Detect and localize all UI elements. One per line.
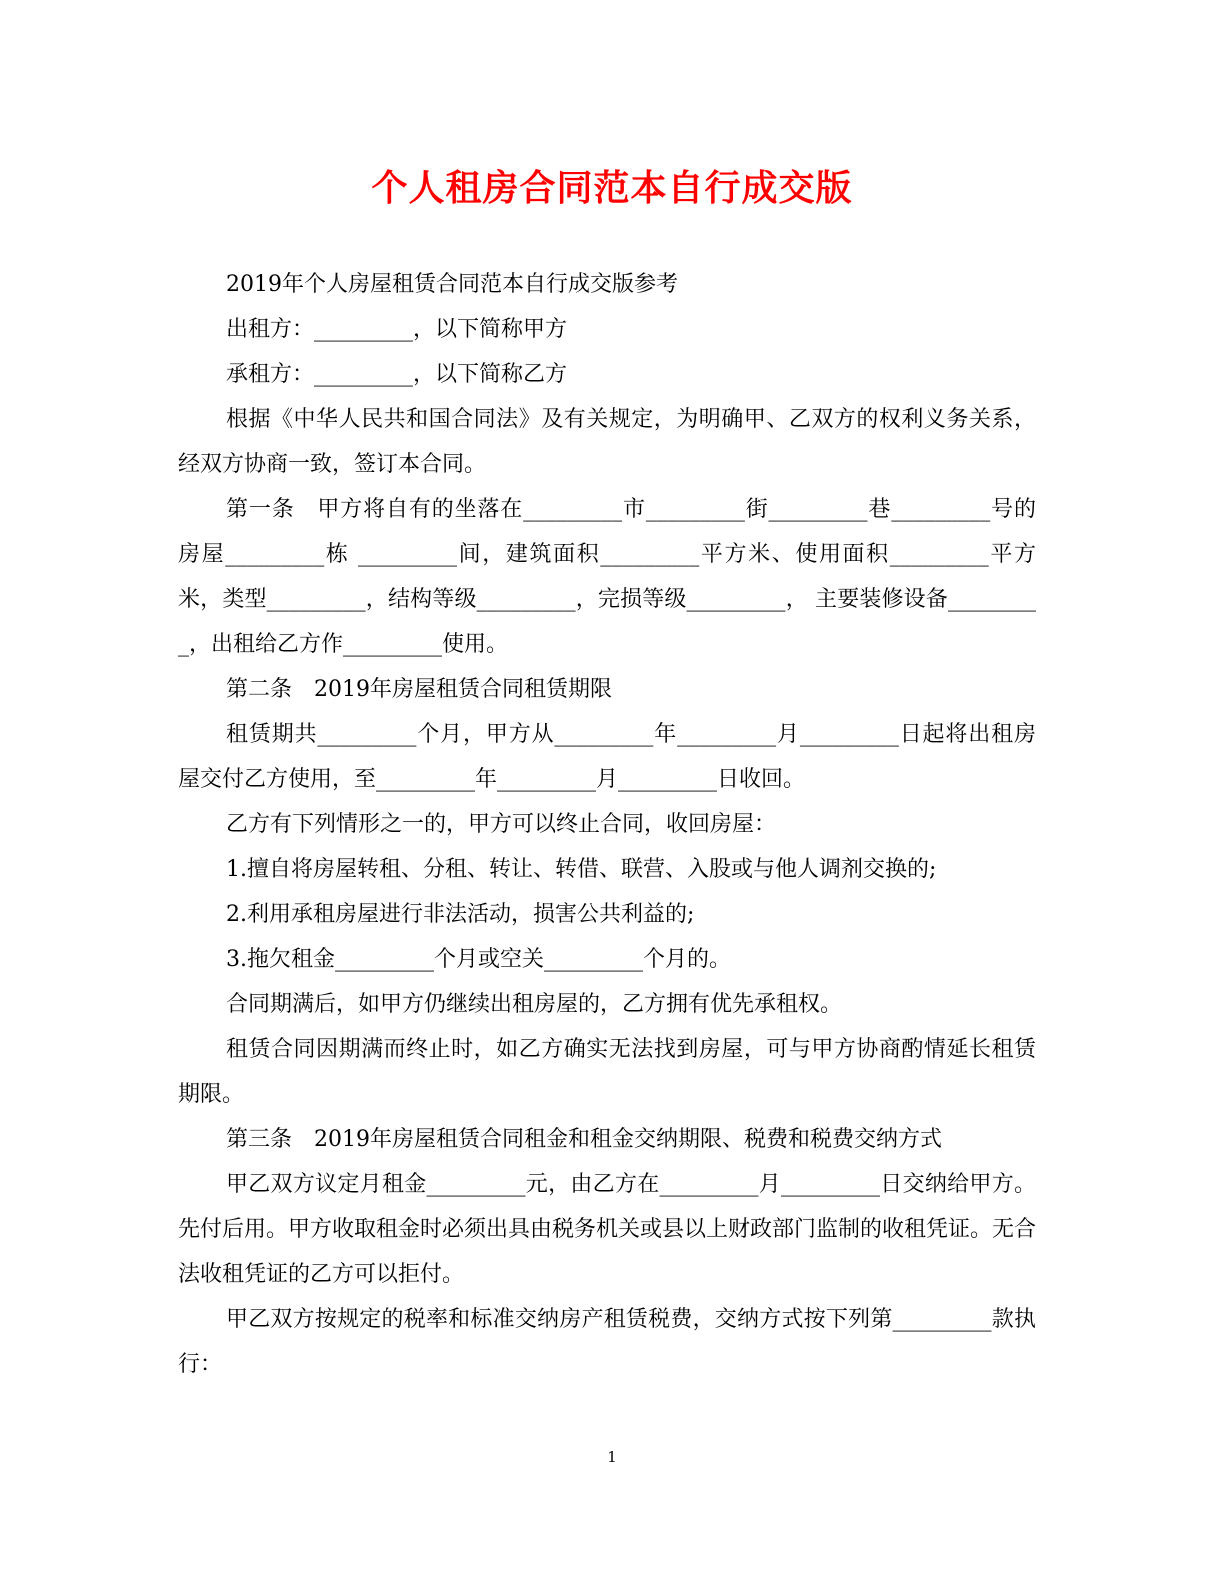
paragraph-article-2-heading: 第二条 2019年房屋租赁合同租赁期限 bbox=[226, 677, 612, 702]
paragraph-tax: 甲乙双方按规定的税率和标准交纳房产租赁税费，交纳方式按下列第_________款执行： bbox=[178, 1307, 1036, 1377]
paragraph-lessor: 出租方：_________，以下简称甲方 bbox=[226, 317, 568, 342]
paragraph-condition-1: 1.擅自将房屋转租、分租、转让、转借、联营、入股或与他人调剂交换的; bbox=[226, 857, 937, 882]
paragraph-condition-2: 2.利用承租房屋进行非法活动，损害公共利益的; bbox=[226, 902, 695, 927]
paragraph-basis: 根据《中华人民共和国合同法》及有关规定，为明确甲、乙双方的权利义务关系，经双方协商一致，签订本合同。 bbox=[178, 407, 1036, 477]
paragraph-lease-term: 租赁期共_________个月，甲方从_________年_________月_________日起将出租房屋交付乙方使用，至_________年_________月_________日收回。 bbox=[178, 722, 1036, 792]
paragraph-priority-right: 合同期满后，如甲方仍继续出租房屋的，乙方拥有优先承租权。 bbox=[226, 992, 843, 1017]
paragraph-article-1: 第一条 甲方将自有的坐落在_________市_________街_________巷_________号的房屋_________栋 _________间，建筑面积_________平方米、使用面积_________平方米，类型_________，结构等级_________，完损等级_________， 主要装修设备_________，出租给乙方作_________使用。 bbox=[178, 497, 1036, 657]
paragraph-termination-conditions: 乙方有下列情形之一的，甲方可以终止合同，收回房屋： bbox=[226, 812, 777, 837]
paragraph-rent: 甲乙双方议定月租金_________元，由乙方在_________月_________日交纳给甲方。先付后用。甲方收取租金时必须出具由税务机关或县以上财政部门监制的收租凭证。无合法收租凭证的乙方可以拒付。 bbox=[178, 1172, 1037, 1287]
paragraph-extension: 租赁合同因期满而终止时，如乙方确实无法找到房屋，可与甲方协商酌情延长租赁期限。 bbox=[178, 1037, 1036, 1107]
paragraph-intro: 2019年个人房屋租赁合同范本自行成交版参考 bbox=[226, 272, 678, 297]
document-title: 个人租房合同范本自行成交版 bbox=[371, 167, 853, 209]
document-body bbox=[178, 262, 1036, 1387]
paragraph-article-3-heading: 第三条 2019年房屋租赁合同租金和租金交纳期限、税费和税费交纳方式 bbox=[226, 1127, 942, 1152]
paragraph-lessee: 承租方：_________，以下简称乙方 bbox=[226, 362, 568, 387]
page-number: 1 bbox=[607, 1448, 617, 1466]
paragraph-condition-3: 3.拖欠租金_________个月或空关_________个月的。 bbox=[226, 947, 731, 972]
